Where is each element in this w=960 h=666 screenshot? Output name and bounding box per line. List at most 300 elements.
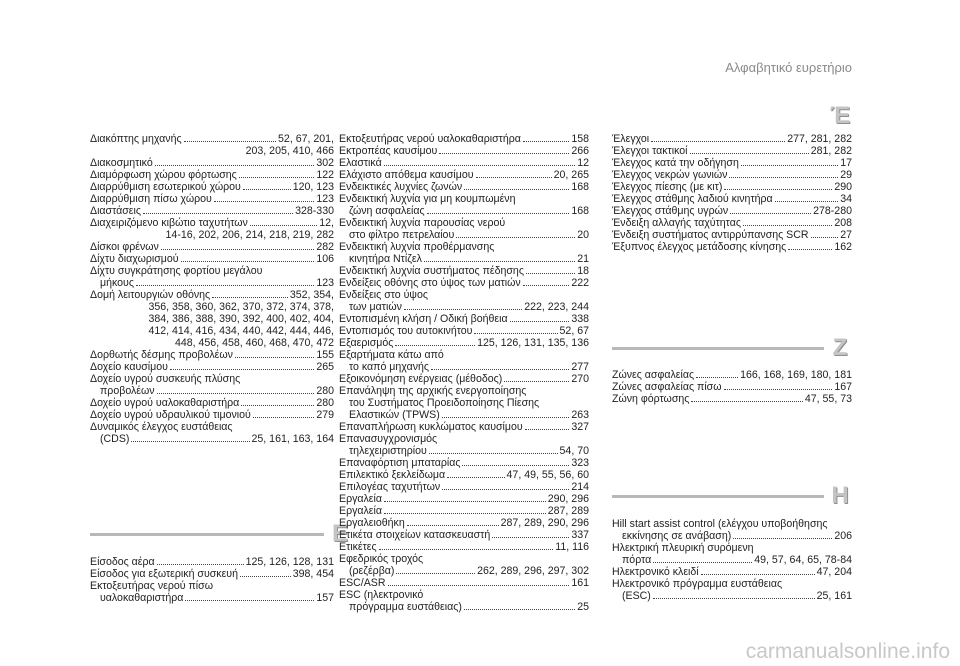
dot-leader: [170, 361, 314, 370]
entry-line: [90, 289, 334, 301]
entry-title: Διαστάσεις: [90, 205, 141, 217]
entry-pages: 412, 414, 416, 434, 440, 442, 444, 446,: [148, 325, 334, 337]
dot-leader: [733, 530, 832, 539]
dot-leader: [250, 217, 317, 226]
entry-pages-continued: [90, 229, 334, 241]
entry-title-line: [339, 589, 589, 601]
entry-pages: 279: [316, 409, 334, 421]
entry-title: Δυναμικός έλεγχος ευστάθειας: [90, 421, 233, 433]
dot-leader: [214, 193, 315, 202]
entry-pages: 52, 67: [559, 325, 589, 337]
entry-title: Έλεγχοι: [612, 133, 650, 145]
entry-title: Δίχτυ διαχωρισμού: [90, 253, 179, 265]
index-entry: [339, 217, 589, 241]
dot-leader: [474, 325, 557, 334]
entry-title-line: [90, 265, 334, 277]
entry-title: Διαρρύθμιση εσωτερικού χώρου: [90, 181, 241, 193]
index-entry: [612, 578, 852, 602]
entry-line: [339, 325, 589, 337]
entry-title: ESC (ηλεκτρονικό: [339, 589, 424, 601]
entry-title: στο φίλτρο πετρελαίου: [349, 229, 455, 241]
entry-pages: 302: [316, 157, 334, 169]
entry-title: των ματιών: [349, 301, 402, 313]
page-header: Αλφαβητικό ευρετήριο: [725, 60, 852, 75]
dot-leader: [379, 541, 554, 550]
entry-line: [339, 481, 589, 493]
dot-leader: [653, 590, 815, 599]
entry-pages: 29: [840, 169, 852, 181]
entry-pages: 384, 386, 388, 390, 392, 400, 402, 404,: [148, 313, 334, 325]
index-entry: [90, 349, 334, 361]
index-entry: [612, 241, 852, 253]
entry-line: [339, 181, 589, 193]
entry-line: [339, 229, 589, 241]
entry-title: Διακοσμητικό: [90, 157, 153, 169]
entry-pages: 265: [316, 361, 334, 373]
entry-pages: 168: [571, 205, 589, 217]
dot-leader: [241, 397, 314, 406]
index-entry: [339, 289, 589, 313]
entry-line: [339, 205, 589, 217]
entry-pages: 14-16, 202, 206, 214, 218, 219, 282: [165, 229, 334, 241]
entry-pages: 162: [834, 241, 852, 253]
entry-title: Δίχτυ συγκράτησης φορτίου μεγάλου: [90, 265, 263, 277]
entry-title: Ενδεικτική λυχνία συστήματος πέδησης: [339, 265, 524, 277]
dot-leader: [464, 601, 575, 610]
dot-leader: [510, 313, 570, 322]
entry-title: Επαναπλήρωση κυκλώματος καυσίμου: [339, 421, 523, 433]
entry-line: [612, 205, 852, 217]
index-entry: [90, 409, 334, 421]
entry-title: Ζώνη φόρτωσης: [612, 393, 690, 405]
entry-pages: 282: [316, 241, 334, 253]
entry-line: [612, 369, 852, 381]
entry-title: (ESC): [622, 590, 651, 602]
entry-line: [339, 505, 589, 517]
entry-title: Εργαλειοθήκη: [339, 517, 405, 529]
entry-line: [339, 601, 589, 613]
dot-leader: [741, 157, 838, 166]
entry-pages: 120, 123: [292, 181, 334, 193]
dot-leader: [476, 169, 552, 178]
index-entry: [90, 181, 334, 193]
dot-leader: [407, 517, 499, 526]
dot-leader: [523, 277, 570, 286]
entry-title: Ελάχιστο απόθεμα καυσίμου: [339, 169, 474, 181]
index-entry: [90, 133, 334, 157]
entry-pages: 47, 204: [816, 566, 852, 578]
entry-line: [612, 241, 852, 253]
dot-leader: [690, 145, 809, 154]
entry-pages: 356, 358, 360, 362, 370, 372, 374, 378,: [148, 301, 334, 313]
index-entry: [612, 229, 852, 241]
entry-title: εκκίνησης σε ανάβαση): [622, 530, 732, 542]
entry-title: Εντοπισμός του αυτοκινήτου: [339, 325, 473, 337]
entry-title: (CDS): [100, 433, 130, 445]
index-entry: [90, 193, 334, 205]
entry-line: [339, 169, 589, 181]
index-column-e: [90, 556, 334, 604]
entry-title-line: [339, 433, 589, 445]
entry-title: Έλεγχος στάθμης υγρών: [612, 205, 729, 217]
section-header-epsilon-tonos: [612, 104, 852, 128]
dot-leader: [431, 361, 569, 370]
entry-pages: 280: [316, 385, 334, 397]
dot-leader: [388, 577, 570, 586]
index-entry: [612, 217, 852, 229]
entry-title: Ενδεικτική λυχνία για μη κουμπωμένη: [339, 193, 516, 205]
entry-title: Δοχείο καυσίμου: [90, 361, 168, 373]
entry-pages: 448, 456, 458, 460, 468, 470, 472: [174, 337, 334, 349]
entry-line: [339, 565, 589, 577]
entry-title: υαλοκαθαριστήρα: [100, 592, 184, 604]
index-entry: [339, 265, 589, 277]
dot-leader: [523, 133, 569, 142]
entry-title: κινητήρα Ντίζελ: [349, 253, 422, 265]
entry-pages: 208: [834, 217, 852, 229]
index-entry: [339, 505, 589, 517]
section-divider: [90, 533, 324, 536]
entry-pages: 290: [834, 181, 852, 193]
index-entry: [90, 253, 334, 265]
entry-title: Έλεγχος κατά την οδήγηση: [612, 157, 739, 169]
entry-title: Εξοικονόμηση ενέργειας (μέθοδος): [339, 373, 503, 385]
index-entry: [90, 265, 334, 289]
index-entry: [339, 385, 589, 421]
entry-line: [339, 541, 589, 553]
entry-line: [90, 133, 334, 145]
dot-leader: [396, 565, 475, 574]
section-letter: Έ: [829, 102, 851, 129]
entry-title-line: [339, 397, 589, 409]
dot-leader: [155, 157, 315, 166]
entry-pages: 398, 454: [292, 568, 334, 580]
entry-pages: 338: [571, 313, 589, 325]
dot-leader: [504, 373, 569, 382]
index-entry: [339, 493, 589, 505]
entry-pages: 168: [571, 181, 589, 193]
dot-leader: [161, 241, 315, 250]
entry-line: [612, 181, 852, 193]
index-entry: [339, 517, 589, 529]
dot-leader: [157, 556, 244, 565]
entry-line: [339, 529, 589, 541]
entry-title: Δορθωτής δέσμης προβολέων: [90, 349, 233, 361]
entry-pages: 277: [571, 361, 589, 373]
entry-title: τηλεχειριστηρίου: [349, 445, 427, 457]
index-entry: [339, 577, 589, 589]
dot-leader: [464, 181, 569, 190]
entry-pages: 17: [840, 157, 852, 169]
entry-title: Διαχειριζόμενο κιβώτιο ταχυτήτων: [90, 217, 248, 229]
section-letter: Ε: [331, 520, 348, 547]
entry-line: [339, 253, 589, 265]
entry-pages: 157: [316, 592, 334, 604]
index-entry: [339, 241, 589, 265]
index-entry: [339, 193, 589, 217]
entry-pages: 278-280: [813, 205, 852, 217]
entry-pages: 11, 116: [555, 541, 589, 553]
entry-line: [339, 517, 589, 529]
entry-title-line: [90, 580, 334, 592]
entry-title-line: [90, 421, 334, 433]
entry-title: Δομή λειτουργιών οθόνης: [90, 289, 211, 301]
entry-pages: 328-330: [295, 205, 334, 217]
entry-pages: 280: [316, 397, 334, 409]
entry-line: [90, 253, 334, 265]
index-entry: [339, 157, 589, 169]
entry-title: Επανασυγχρονισμός: [339, 433, 438, 445]
index-entry: [612, 145, 852, 157]
section-header-epsilon: [90, 522, 352, 546]
dot-leader: [724, 381, 833, 390]
entry-title: ζώνη ασφαλείας: [349, 205, 425, 217]
entry-line: [339, 577, 589, 589]
entry-pages: 155: [316, 349, 334, 361]
dot-leader: [447, 469, 504, 478]
dot-leader: [136, 277, 314, 286]
entry-line: [339, 409, 589, 421]
entry-pages: 222, 223, 244: [524, 301, 589, 313]
entry-pages: 123: [316, 277, 334, 289]
entry-line: [339, 421, 589, 433]
entry-pages: 337: [571, 529, 589, 541]
entry-pages-continued: [90, 325, 334, 337]
index-entry: [339, 481, 589, 493]
entry-title-line: [612, 578, 852, 590]
entry-pages: 166, 168, 169, 180, 181: [740, 369, 852, 381]
dot-leader: [240, 568, 291, 577]
index-entry: [90, 397, 334, 409]
index-entry: [612, 566, 852, 578]
entry-title: πόρτα: [622, 554, 652, 566]
section-header-zeta: [612, 336, 852, 360]
entry-line: [339, 373, 589, 385]
entry-line: [90, 361, 334, 373]
section-letter: Η: [831, 482, 849, 509]
entry-title: Εκτοξευτήρας νερού πίσω: [90, 580, 213, 592]
index-entry: [339, 529, 589, 541]
entry-title-line: [339, 241, 589, 253]
entry-pages: 47, 49, 55, 56, 60: [506, 469, 589, 481]
entry-title: Ηλεκτρονικό κλειδί: [612, 566, 699, 578]
index-entry: [612, 157, 852, 169]
dot-leader: [439, 145, 569, 154]
entry-title: προβολέων: [100, 385, 155, 397]
entry-title: (ρεζέρβα): [349, 565, 395, 577]
entry-title: Διακόπτης μηχανής: [90, 133, 182, 145]
index-entry: [612, 381, 852, 393]
entry-line: [90, 169, 334, 181]
entry-pages: 27: [840, 229, 852, 241]
dot-leader: [181, 253, 315, 262]
entry-line: [612, 566, 852, 578]
dot-leader: [235, 349, 314, 358]
entry-title-line: [339, 553, 589, 565]
entry-title: Ενδεικτική λυχνία προθέρμανσης: [339, 241, 495, 253]
entry-pages: 123: [316, 193, 334, 205]
index-entry: [339, 277, 589, 289]
index-entry: [90, 169, 334, 181]
entry-pages: 281, 282: [810, 145, 852, 157]
entry-pages: 290, 296: [547, 493, 589, 505]
section-header-eta: [612, 484, 852, 508]
entry-title: Ετικέτες: [339, 541, 377, 553]
dot-leader: [492, 529, 569, 538]
entry-title: Δοχείο υγρού υαλοκαθαριστήρα: [90, 397, 240, 409]
entry-pages: 161: [571, 577, 589, 589]
entry-line: [90, 217, 334, 229]
entry-pages: 18: [577, 265, 589, 277]
index-entry: [339, 325, 589, 337]
entry-pages: 327: [571, 421, 589, 433]
dot-leader: [653, 554, 752, 563]
index-entry: [612, 542, 852, 566]
entry-line: [339, 313, 589, 325]
entry-line: [612, 393, 852, 405]
entry-title: Ενδείξεις στο ύψος: [339, 289, 428, 301]
entry-line: [90, 568, 334, 580]
entry-pages: 122: [316, 169, 334, 181]
entry-pages: 25, 161, 163, 164: [251, 433, 334, 445]
index-entry: [339, 145, 589, 157]
entry-title: Επιλογέας ταχυτήτων: [339, 481, 441, 493]
index-entry: [612, 181, 852, 193]
index-entry: [612, 205, 852, 217]
dot-leader: [131, 433, 249, 442]
entry-title: Ελαστικά: [339, 157, 382, 169]
dot-leader: [395, 337, 475, 346]
entry-title: Εξαρτήματα κάτω από: [339, 349, 444, 361]
index-entry: [339, 337, 589, 349]
entry-pages: 12,: [319, 217, 334, 229]
section-divider: [612, 495, 824, 498]
entry-pages: 262, 289, 296, 297, 302: [477, 565, 589, 577]
entry-line: [339, 493, 589, 505]
entry-title: Εξαερισμός: [339, 337, 394, 349]
dot-leader: [462, 457, 569, 466]
entry-pages: 263: [571, 409, 589, 421]
entry-line: [612, 530, 852, 542]
entry-title: μήκους: [100, 277, 134, 289]
entry-line: [90, 193, 334, 205]
entry-title-line: [339, 193, 589, 205]
entry-title: Ηλεκτρονικό πρόγραμμα ευστάθειας: [612, 578, 783, 590]
entry-title-line: [339, 385, 589, 397]
index-entry: [339, 181, 589, 193]
entry-line: [612, 554, 852, 566]
entry-title-line: [339, 217, 589, 229]
dot-leader: [442, 409, 570, 418]
entry-pages: 222: [571, 277, 589, 289]
entry-title-line: [612, 542, 852, 554]
entry-title: Δοχείο υγρού συσκευής πλύσης: [90, 373, 241, 385]
dot-leader: [424, 253, 575, 262]
dot-leader: [404, 301, 522, 310]
entry-pages: 203, 205, 410, 466: [245, 145, 334, 157]
entry-line: [339, 277, 589, 289]
index-entry: [339, 541, 589, 553]
entry-title: Επιλεκτικό ξεκλείδωμα: [339, 469, 446, 481]
index-entry: [339, 313, 589, 325]
dot-leader: [429, 445, 558, 454]
dot-leader: [456, 229, 575, 238]
entry-title: Είσοδος αέρα: [90, 556, 155, 568]
dot-leader: [384, 157, 576, 166]
entry-line: [612, 145, 852, 157]
dot-leader: [384, 493, 546, 502]
entry-pages: 167: [834, 381, 852, 393]
dot-leader: [185, 592, 314, 601]
entry-title-line: [339, 349, 589, 361]
entry-line: [612, 381, 852, 393]
entry-title: Εργαλεία: [339, 505, 383, 517]
entry-title: Ένδειξη αλλαγής ταχύτητας: [612, 217, 741, 229]
entry-title: Έλεγχος νεκρών γωνιών: [612, 169, 728, 181]
index-entry: [90, 217, 334, 241]
index-entry: [339, 349, 589, 373]
entry-line: [90, 385, 334, 397]
index-entry: [339, 433, 589, 457]
dot-leader: [442, 481, 569, 490]
entry-pages: 125, 126, 131, 135, 136: [477, 337, 589, 349]
entry-title: Εφεδρικός τροχός: [339, 553, 424, 565]
dot-leader: [184, 133, 276, 142]
entry-pages: 158: [571, 133, 589, 145]
dot-leader: [526, 265, 575, 274]
entry-pages: 47, 55, 73: [804, 393, 852, 405]
entry-pages-continued: [90, 301, 334, 313]
index-column-1: [90, 133, 334, 445]
index-entry: [90, 556, 334, 568]
entry-line: [612, 193, 852, 205]
entry-line: [612, 217, 852, 229]
entry-title: πρόγραμμα ευστάθειας): [349, 601, 462, 613]
index-entry: [339, 553, 589, 577]
entry-pages: 214: [571, 481, 589, 493]
index-entry: [90, 157, 334, 169]
index-entry: [339, 373, 589, 385]
index-column-3c: [612, 518, 852, 602]
entry-title: Εντοπισμένη κλήση / Οδική βοήθεια: [339, 313, 508, 325]
entry-title: Εκτοξευτήρας νερού υαλοκαθαριστήρα: [339, 133, 521, 145]
entry-line: [612, 157, 852, 169]
entry-title: Ετικέτα στοιχείων κατασκευαστή: [339, 529, 491, 541]
entry-pages-continued: [90, 337, 334, 349]
dot-leader: [729, 169, 838, 178]
entry-title: Ελαστικών (TPWS): [349, 409, 440, 421]
entry-title-line: [612, 518, 852, 530]
entry-pages: 106: [316, 253, 334, 265]
entry-pages: 206: [834, 530, 852, 542]
entry-line: [90, 241, 334, 253]
entry-pages: 287, 289: [547, 505, 589, 517]
entry-line: [339, 157, 589, 169]
entry-line: [612, 229, 852, 241]
section-divider: [612, 347, 824, 350]
entry-pages: 352, 354,: [289, 289, 334, 301]
entry-title: Δίσκοι φρένων: [90, 241, 159, 253]
entry-title: Έλεγχοι τακτικοί: [612, 145, 688, 157]
entry-pages: 270: [571, 373, 589, 385]
entry-line: [90, 433, 334, 445]
entry-title: Διαμόρφωση χώρου φόρτωσης: [90, 169, 237, 181]
index-entry: [90, 580, 334, 604]
entry-pages: 287, 289, 290, 296: [500, 517, 589, 529]
entry-pages: 25: [577, 601, 589, 613]
entry-line: [339, 145, 589, 157]
entry-line: [612, 590, 852, 602]
